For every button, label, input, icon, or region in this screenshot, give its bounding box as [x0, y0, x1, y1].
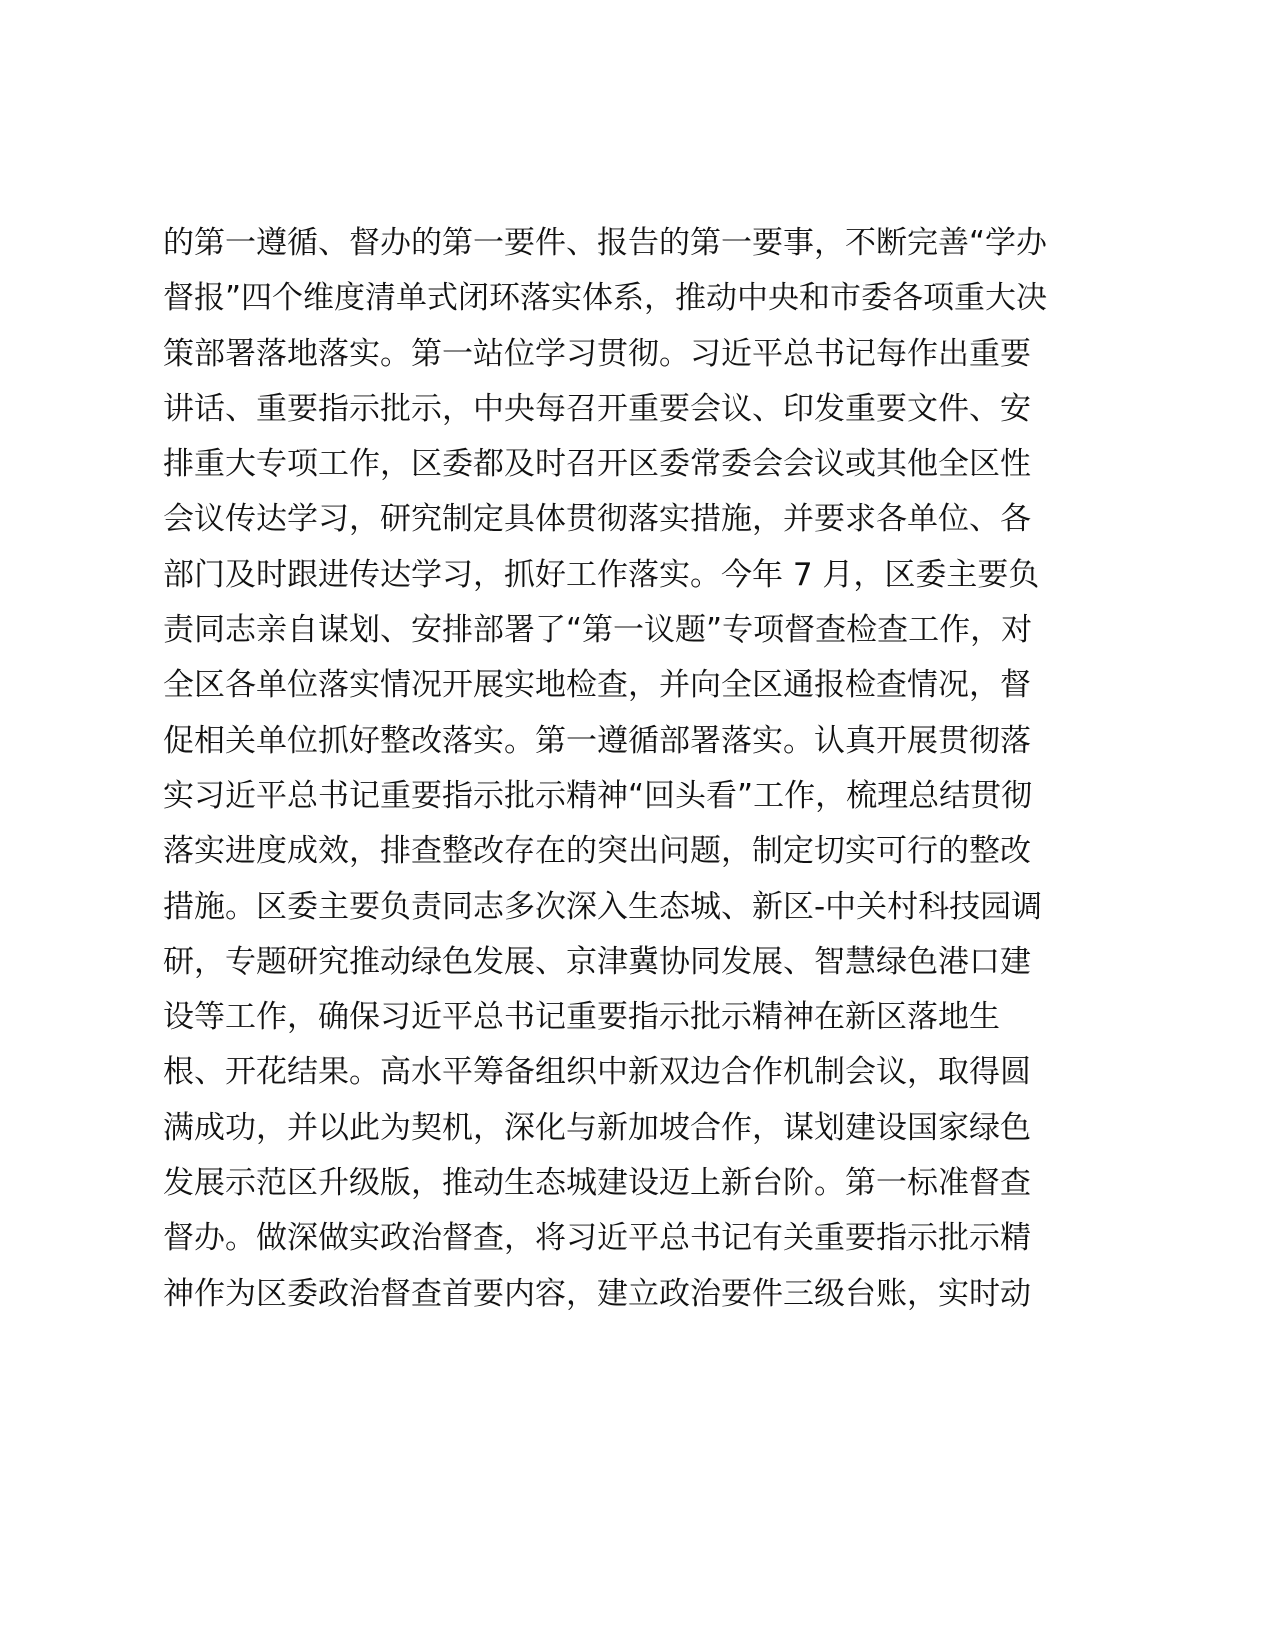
text-line: 责同志亲自谋划、安排部署了“第一议题”专项督查检查工作，对: [163, 612, 1033, 649]
text-line: 研，专题研究推动绿色发展、京津冀协同发展、智慧绿色港口建: [163, 943, 1031, 980]
text-line: 根、开花结果。高水平筹备组织中新双边合作机制会议，取得圆: [163, 1054, 1031, 1091]
text-line: 策部署落地落实。第一站位学习贯彻。习近平总书记每作出重要: [163, 335, 1031, 372]
text-line: 满成功，并以此为契机，深化与新加坡合作，谋划建设国家绿色: [163, 1109, 1031, 1146]
text-line: 神作为区委政治督查首要内容，建立政治要件三级台账，实时动: [163, 1275, 1031, 1312]
text-line: 落实进度成效，排查整改存在的突出问题，制定切实可行的整改: [163, 833, 1031, 870]
text-line: 的第一遵循、督办的第一要件、报告的第一要事，不断完善“学办: [163, 225, 1048, 261]
text-line: 促相关单位抓好整改落实。第一遵循部署落实。认真开展贯彻落: [163, 722, 1031, 759]
text-line: 部门及时跟进传达学习，抓好工作落实。今年 7 月，区委主要负: [163, 556, 1040, 593]
text-line: 发展示范区升级版，推动生态城建设迈上新台阶。第一标准督查: [163, 1165, 1031, 1202]
text-line: 督办。做深做实政治督查，将习近平总书记有关重要指示批示精: [163, 1220, 1031, 1257]
text-line: 讲话、重要指示批示，中央每召开重要会议、印发重要文件、安: [163, 390, 1031, 427]
text-line: 排重大专项工作，区委都及时召开区委常委会会议或其他全区性: [163, 446, 1031, 483]
text-line: 全区各单位落实情况开展实地检查，并向全区通报检查情况，督: [163, 667, 1031, 704]
body-text: [163, 216, 1123, 1322]
text-line: 督报”四个维度清单式闭环落实体系，推动中央和市委各项重大决: [163, 280, 1048, 317]
text-line: 措施。区委主要负责同志多次深入生态城、新区-中关村科技园调: [163, 888, 1043, 925]
text-line: 实习近平总书记重要指示批示精神“回头看”工作，梳理总结贯彻: [163, 777, 1033, 814]
text-line: 设等工作，确保习近平总书记重要指示批示精神在新区落地生: [163, 999, 1000, 1036]
text-line: 会议传达学习，研究制定具体贯彻落实措施，并要求各单位、各: [163, 501, 1031, 538]
